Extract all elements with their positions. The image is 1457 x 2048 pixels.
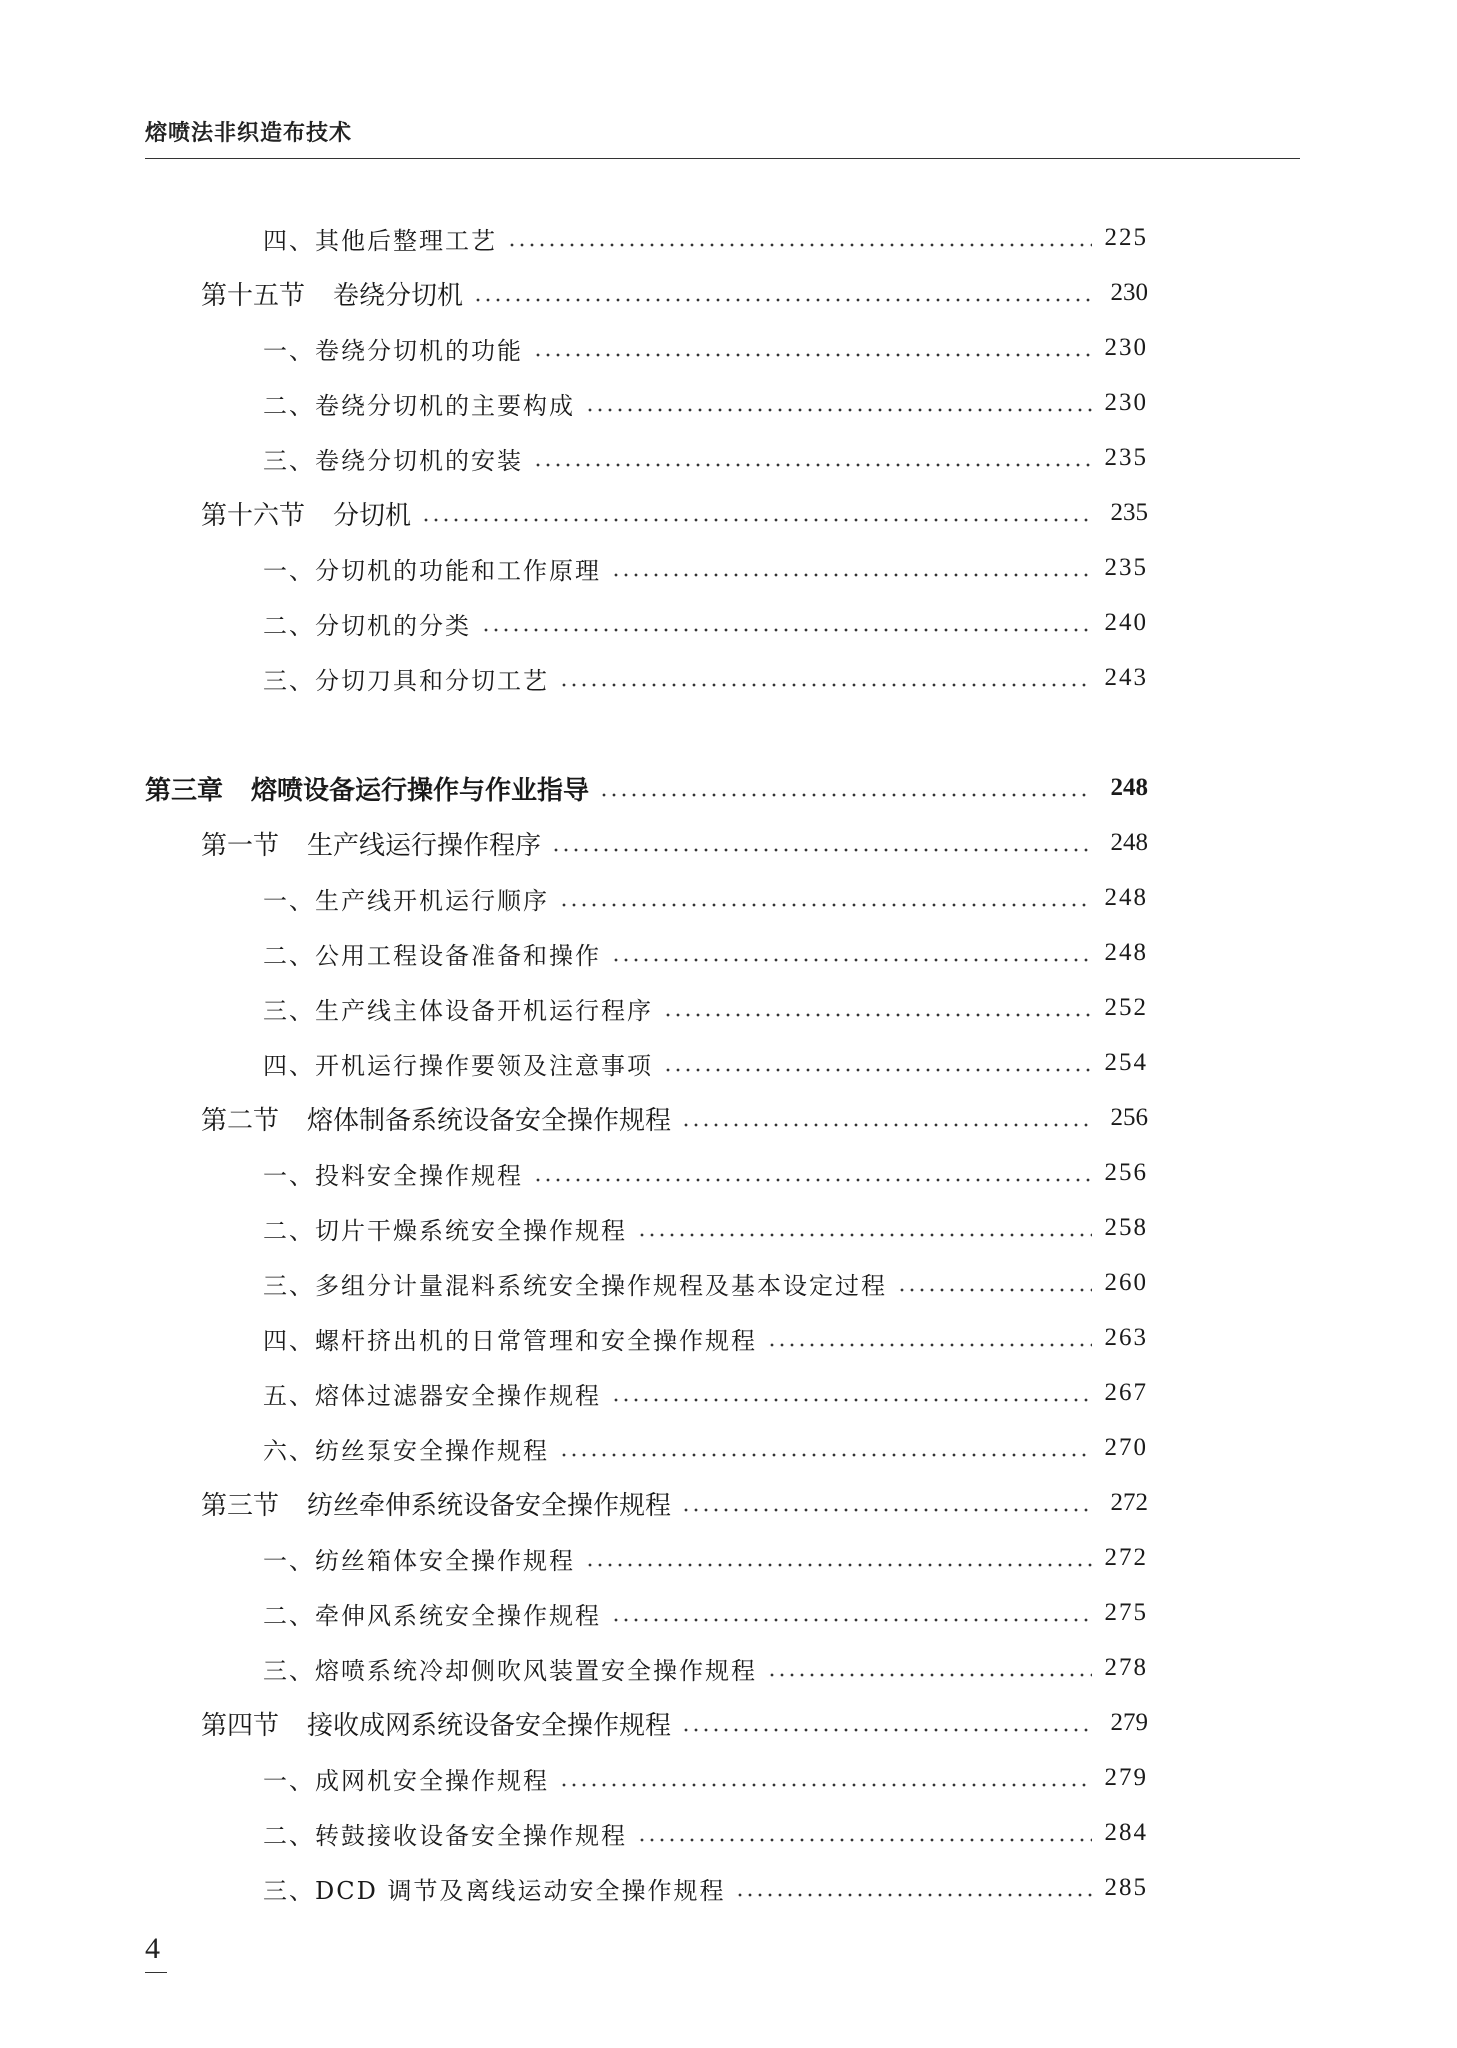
- section-label: 熔体制备系统设备安全操作规程: [307, 1105, 672, 1136]
- dot-leader: [663, 1048, 1092, 1078]
- running-header-title: 熔喷法非织造布技术: [145, 121, 353, 146]
- dot-leader: [481, 608, 1092, 638]
- dot-leader: [559, 883, 1092, 913]
- toc-entry[interactable]: [263, 658, 1148, 698]
- toc-entry-title: 三、生产线主体设备开机运行程序: [263, 996, 653, 1025]
- toc-entry-title: 六、纺丝泵安全操作规程: [263, 1436, 549, 1465]
- toc-entry-page: 243: [1104, 664, 1148, 691]
- toc-entry[interactable]: [263, 878, 1148, 918]
- toc-entry-title: 四、其他后整理工艺: [263, 226, 497, 255]
- dot-leader: [681, 1488, 1092, 1518]
- toc-section-title: [201, 275, 463, 312]
- toc-entry[interactable]: [263, 933, 1148, 973]
- toc-entry-title: 三、分切刀具和分切工艺: [263, 666, 549, 695]
- toc-section[interactable]: [201, 493, 1148, 533]
- chapter-number: 第三章: [145, 775, 224, 806]
- toc-section[interactable]: [201, 1703, 1148, 1743]
- dot-leader: [767, 1653, 1092, 1683]
- dot-leader: [663, 993, 1092, 1023]
- dot-leader: [421, 498, 1092, 528]
- toc-entry-title: 一、生产线开机运行顺序: [263, 886, 549, 915]
- dot-leader: [681, 1103, 1092, 1133]
- toc-entry[interactable]: [263, 1428, 1148, 1468]
- dot-leader: [559, 1763, 1092, 1793]
- section-number: 第四节: [201, 1710, 280, 1741]
- toc-entry-title: 五、熔体过滤器安全操作规程: [263, 1381, 601, 1410]
- chapter-label: 熔喷设备运行操作与作业指导: [251, 775, 590, 806]
- toc-section[interactable]: [201, 1483, 1148, 1523]
- page-number-underline: [145, 1972, 167, 1973]
- toc-entry-page: 275: [1104, 1599, 1148, 1626]
- toc-entry[interactable]: [263, 988, 1148, 1028]
- dot-leader: [767, 1323, 1092, 1353]
- toc-entry-title: 三、卷绕分切机的安装: [263, 446, 523, 475]
- toc-entry-page: 248: [1110, 829, 1148, 856]
- toc-entry-page: 285: [1104, 1874, 1148, 1901]
- toc-entry-title: 一、分切机的功能和工作原理: [263, 556, 601, 585]
- dot-leader: [551, 828, 1092, 858]
- section-number: 第二节: [201, 1105, 280, 1136]
- toc-entry-page: 263: [1104, 1324, 1148, 1351]
- toc-entry[interactable]: [263, 1263, 1148, 1303]
- dot-leader: [611, 553, 1092, 583]
- toc-entry-page: 230: [1110, 279, 1148, 306]
- toc-entry-page: 278: [1104, 1654, 1148, 1681]
- dot-leader: [533, 333, 1092, 363]
- toc-entry[interactable]: [263, 1373, 1148, 1413]
- toc-entry[interactable]: [263, 1813, 1148, 1853]
- toc-entry[interactable]: [263, 218, 1148, 258]
- section-label: 接收成网系统设备安全操作规程: [307, 1710, 672, 1741]
- section-number: 第十五节: [201, 280, 306, 311]
- toc-chapter-title: [145, 770, 589, 807]
- toc-entry[interactable]: [263, 1758, 1148, 1798]
- toc-entry-page: 279: [1110, 1709, 1148, 1736]
- section-number: 第一节: [201, 830, 280, 861]
- dot-leader: [735, 1873, 1092, 1903]
- toc-entry-page: 240: [1104, 609, 1148, 636]
- toc-entry-page: 258: [1104, 1214, 1148, 1241]
- dot-leader: [611, 1378, 1092, 1408]
- dot-leader: [637, 1213, 1092, 1243]
- toc-entry-page: 267: [1104, 1379, 1148, 1406]
- toc-entry-title: 一、投料安全操作规程: [263, 1161, 523, 1190]
- toc-entry-page: 254: [1104, 1049, 1148, 1076]
- toc-entry-page: 256: [1110, 1104, 1148, 1131]
- toc-entry[interactable]: [263, 1043, 1148, 1083]
- toc-entry-page: 235: [1104, 444, 1148, 471]
- dot-leader: [897, 1268, 1092, 1298]
- toc-entry[interactable]: [263, 1153, 1148, 1193]
- toc-entry-page: 225: [1104, 224, 1148, 251]
- dot-leader: [559, 1433, 1092, 1463]
- toc-entry[interactable]: [263, 383, 1148, 423]
- dot-leader: [599, 773, 1092, 803]
- dot-leader: [533, 1158, 1092, 1188]
- toc-entry-title: 二、公用工程设备准备和操作: [263, 941, 601, 970]
- toc-entry-page: 252: [1104, 994, 1148, 1021]
- toc-entry-page: 235: [1110, 499, 1148, 526]
- toc-entry-title: 三、多组分计量混料系统安全操作规程及基本设定过程: [263, 1271, 887, 1300]
- toc-entry-title: 一、成网机安全操作规程: [263, 1766, 549, 1795]
- dot-leader: [559, 663, 1092, 693]
- toc-entry-page: 230: [1104, 389, 1148, 416]
- toc-entry-page: 284: [1104, 1819, 1148, 1846]
- toc-entry-title: 四、开机运行操作要领及注意事项: [263, 1051, 653, 1080]
- dot-leader: [473, 278, 1092, 308]
- toc-section-title: [201, 495, 411, 532]
- page-number: 4: [145, 1932, 160, 1965]
- toc-entry-title: 二、转鼓接收设备安全操作规程: [263, 1821, 627, 1850]
- toc-entry-title: 二、分切机的分类: [263, 611, 471, 640]
- toc-entry-title: 三、熔喷系统冷却侧吹风装置安全操作规程: [263, 1656, 757, 1685]
- toc-chapter[interactable]: [145, 768, 1148, 808]
- toc-section-title: [201, 1705, 671, 1742]
- toc-entry[interactable]: [263, 548, 1148, 588]
- toc-entry-page: 279: [1104, 1764, 1148, 1791]
- toc-entry[interactable]: [263, 1208, 1148, 1248]
- toc-entry-title: 三、DCD 调节及离线运动安全操作规程: [263, 1876, 726, 1905]
- section-label: 分切机: [333, 500, 412, 531]
- dot-leader: [585, 1543, 1092, 1573]
- toc-entry-title: 一、纺丝箱体安全操作规程: [263, 1546, 575, 1575]
- toc-entry[interactable]: [263, 1318, 1148, 1358]
- toc-entry-title: 一、卷绕分切机的功能: [263, 336, 523, 365]
- toc-entry-page: 248: [1104, 884, 1148, 911]
- toc-entry[interactable]: [263, 1648, 1148, 1688]
- toc-entry-page: 248: [1104, 939, 1148, 966]
- section-number: 第三节: [201, 1490, 280, 1521]
- toc-entry-page: 230: [1104, 334, 1148, 361]
- toc-entry-page: 270: [1104, 1434, 1148, 1461]
- toc-entry[interactable]: [263, 328, 1148, 368]
- section-label: 卷绕分切机: [333, 280, 464, 311]
- toc-entry[interactable]: [263, 438, 1148, 478]
- toc-entry-title: 四、螺杆挤出机的日常管理和安全操作规程: [263, 1326, 757, 1355]
- toc-entry[interactable]: [263, 1593, 1148, 1633]
- dot-leader: [681, 1708, 1092, 1738]
- toc-entry-title: 二、切片干燥系统安全操作规程: [263, 1216, 627, 1245]
- toc-section-title: [201, 825, 541, 862]
- toc-entry-page: 235: [1104, 554, 1148, 581]
- toc-entry-page: 272: [1104, 1544, 1148, 1571]
- toc-entry-page: 256: [1104, 1159, 1148, 1186]
- dot-leader: [585, 388, 1092, 418]
- dot-leader: [507, 223, 1092, 253]
- section-label: 纺丝牵伸系统设备安全操作规程: [307, 1490, 672, 1521]
- section-number: 第十六节: [201, 500, 306, 531]
- toc-entry[interactable]: [263, 1868, 1148, 1908]
- toc-section[interactable]: [201, 273, 1148, 313]
- dot-leader: [611, 1598, 1092, 1628]
- dot-leader: [637, 1818, 1092, 1848]
- toc-section[interactable]: [201, 823, 1148, 863]
- dot-leader: [611, 938, 1092, 968]
- toc-entry[interactable]: [263, 603, 1148, 643]
- toc-entry-page: 248: [1110, 774, 1148, 801]
- toc-entry[interactable]: [263, 1538, 1148, 1578]
- toc-entry-title: 二、卷绕分切机的主要构成: [263, 391, 575, 420]
- toc-section-title: [201, 1100, 671, 1137]
- dot-leader: [533, 443, 1092, 473]
- toc-entry-page: 272: [1110, 1489, 1148, 1516]
- toc-entry-page: 260: [1104, 1269, 1148, 1296]
- toc-entry-title: 二、牵伸风系统安全操作规程: [263, 1601, 601, 1630]
- toc-section-title: [201, 1485, 671, 1522]
- toc-section[interactable]: [201, 1098, 1148, 1138]
- section-label: 生产线运行操作程序: [307, 830, 542, 861]
